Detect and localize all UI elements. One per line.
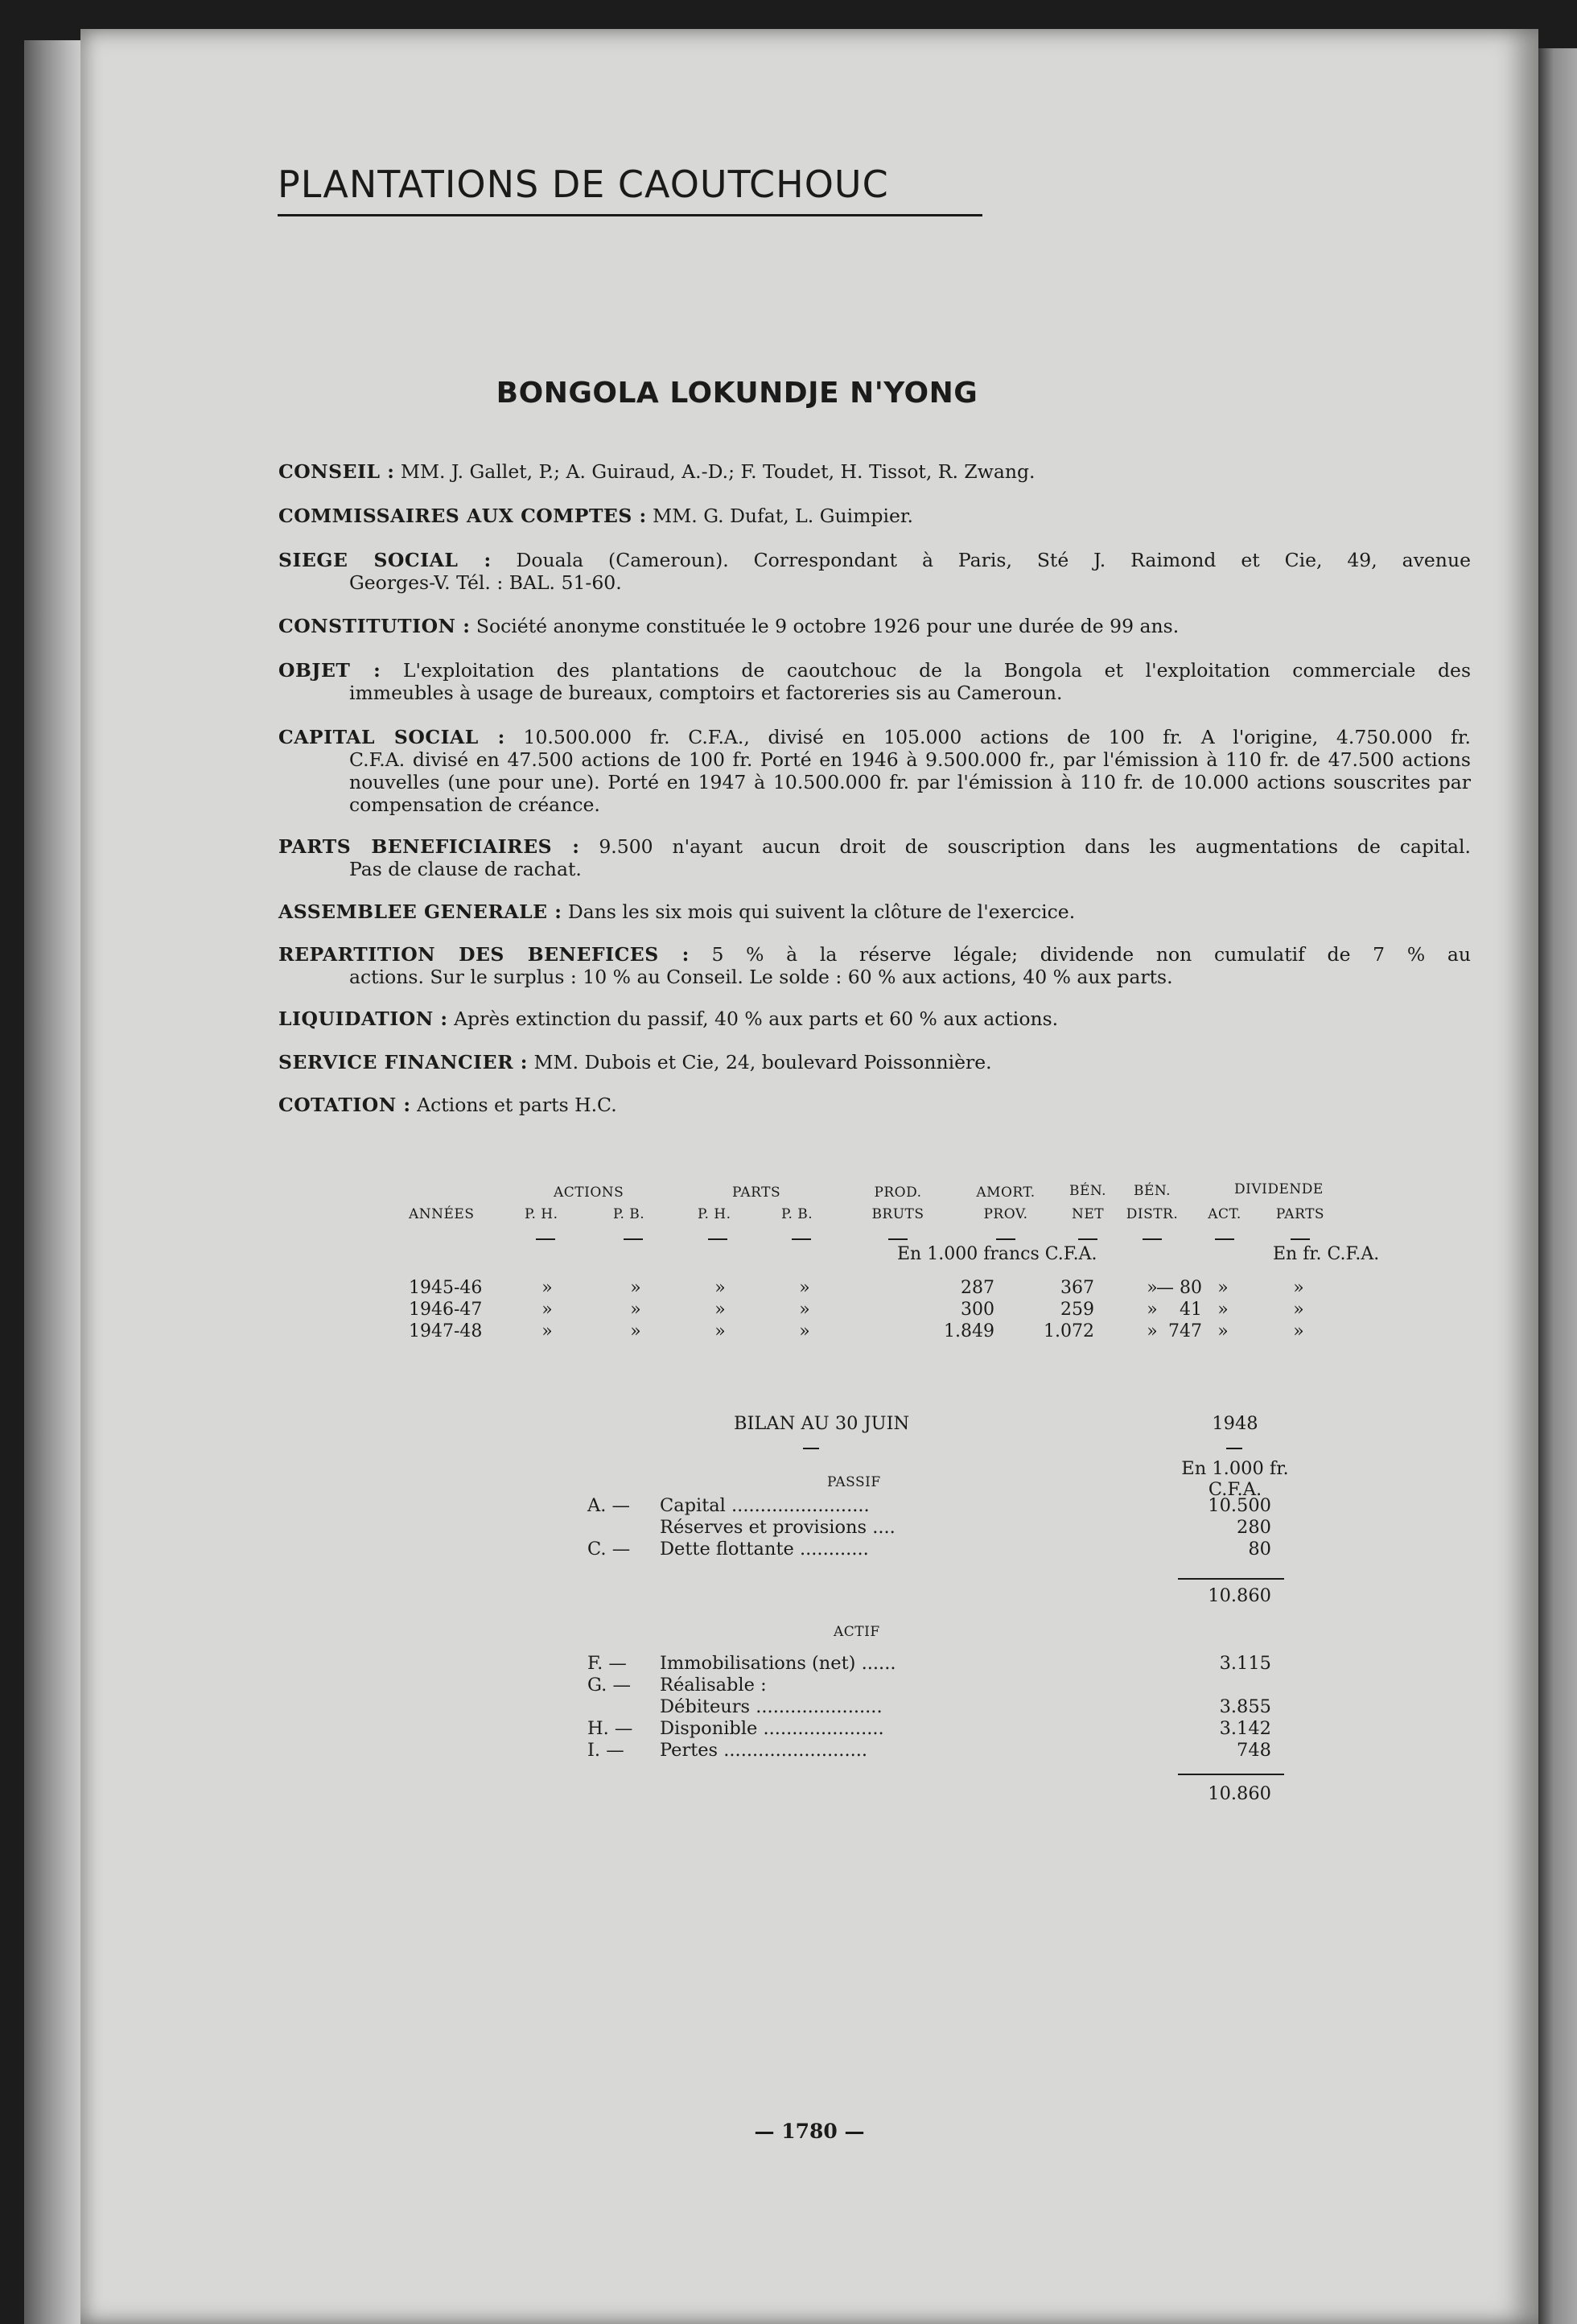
header-dash [1078,1238,1097,1240]
field-text: 10.500.000 fr. C.F.A., divisé en 105.000 actions de 100 fr. A l'origine, 4.750.000 fr. [523,726,1471,748]
cell-parts: » [1293,1321,1304,1341]
header-distr: DISTR. [1126,1206,1179,1222]
units-left: En 1.000 francs C.F.A. [897,1244,1097,1264]
header-group-dividende: DIVIDENDE [1234,1181,1324,1197]
field-label: CAPITAL SOCIAL : [278,726,505,748]
cell-annee: 1947-48 [409,1321,483,1341]
header-group-parts: PARTS [732,1185,781,1201]
section-title: PLANTATIONS DE CAOUTCHOUC [278,163,889,206]
bilan-label: Pertes ......................... [660,1740,868,1761]
field-text: MM. J. Gallet, P.; A. Guiraud, A.-D.; F. Toudet, H. Tissot, R. Zwang. [400,460,1036,483]
book-spine-right [1538,48,1577,2324]
cell-ph: » [541,1321,553,1341]
bilan-label: Réserves et provisions .... [660,1517,896,1538]
bilan-letter: I. — [587,1740,624,1761]
cell-ppb: » [799,1321,810,1341]
field-siege-social-cont [278,571,1471,594]
header-parts-ph: P. H. [698,1206,731,1222]
cell-parts: » [1293,1278,1304,1298]
field-text: Actions et parts H.C. [417,1094,617,1116]
field-text-cont: C.F.A. divisé en 47.500 actions de 100 fr. Porté en 1946 à 9.500.000 fr., par l'émission à 110 fr. de 47.500 actions nouvelles (une pour une). Porté en 1947 à 10.500.000 fr. par l'émission à 110 fr. de 10.000 actions souscrites par compensation de créance. [349,748,1471,816]
field-capital-social-cont [278,748,1471,816]
bilan-unit-2: C.F.A. [1208,1479,1262,1500]
header-dash [792,1238,811,1240]
field-text: Dans les six mois qui suivent la clôture de l'exercice. [567,900,1076,923]
field-parts-beneficiaires [278,835,1471,858]
bilan-value: 3.142 [1219,1718,1271,1739]
cell-ben: 41 [1180,1300,1202,1320]
field-repartition-cont [278,966,1471,988]
bilan-value: 10.500 [1208,1495,1271,1516]
field-label: SIEGE SOCIAL : [278,549,492,571]
header-dash [996,1238,1015,1240]
header-prov: PROV. [983,1206,1028,1222]
bilan-label: Capital ........................ [660,1495,870,1516]
bilan-value: 3.115 [1219,1653,1271,1674]
cell-ben: — 80 [1156,1278,1202,1298]
header-net: NET [1071,1206,1105,1222]
field-objet-cont [278,682,1471,704]
field-label: LIQUIDATION : [278,1007,448,1030]
cell-annee: 1945-46 [409,1278,483,1298]
cell-bend: » [1147,1321,1158,1341]
field-label: PARTS BENEFICIAIRES : [278,835,580,858]
bilan-letter: H. — [587,1718,633,1739]
field-text-cont: immeubles à usage de bureaux, comptoirs et factoreries sis au Cameroun. [349,682,1063,704]
cell-pb: » [630,1278,641,1298]
field-assemblee-generale [278,900,1471,923]
field-text-cont: Pas de clause de rachat. [349,858,582,880]
field-text: L'exploitation des plantations de caoutchouc de la Bongola et l'exploitation commerciale des [402,659,1471,682]
actif-total: 10.860 [1208,1783,1271,1804]
field-commissaires [278,505,1471,527]
cell-amort: 367 [1060,1278,1094,1298]
field-objet [278,659,1471,682]
field-label: CONSEIL : [278,460,395,483]
bilan-letter: C. — [587,1539,631,1560]
cell-prod: 300 [961,1300,994,1320]
field-text: Après extinction du passif, 40 % aux parts et 60 % aux actions. [454,1007,1059,1030]
header-ben-distr: BÉN. [1133,1183,1171,1199]
header-dash [1291,1238,1310,1240]
header-dash [624,1238,643,1240]
field-text: Société anonyme constituée le 9 octobre 1926 pour une durée de 99 ans. [476,615,1180,637]
bilan-letter: G. — [587,1675,631,1696]
cell-bend: » [1147,1300,1158,1320]
field-cotation [278,1094,1471,1116]
header-group-actions: ACTIONS [554,1185,624,1201]
field-service-financier [278,1051,1471,1073]
cell-bend: » [1147,1278,1158,1298]
bilan-label: Réalisable : [660,1675,767,1696]
header-dash [888,1238,908,1240]
field-label: SERVICE FINANCIER : [278,1051,528,1073]
field-conseil [278,460,1471,483]
bilan-letter: A. — [587,1495,631,1516]
section-title-underline [278,214,982,216]
actif-total-rule [1178,1774,1284,1775]
cell-ppb: » [799,1278,810,1298]
cell-pph: » [714,1278,726,1298]
field-label: COTATION : [278,1094,411,1116]
field-text: MM. Dubois et Cie, 24, boulevard Poissonnière. [533,1051,992,1073]
cell-amort: 1.072 [1044,1321,1094,1341]
cell-annee: 1946-47 [409,1300,483,1320]
bilan-letter: F. — [587,1653,627,1674]
header-partsdiv: PARTS [1275,1206,1325,1222]
field-repartition [278,943,1471,966]
cell-pph: » [714,1321,726,1341]
units-right: En fr. C.F.A. [1273,1244,1380,1264]
header-parts-pb: P. B. [781,1206,813,1222]
passif-total-rule [1178,1578,1284,1580]
cell-ph: » [541,1278,553,1298]
cell-parts: » [1293,1300,1304,1320]
cell-act: » [1217,1321,1229,1341]
cell-ppb: » [799,1300,810,1320]
field-capital-social [278,726,1471,748]
passif-total: 10.860 [1208,1585,1271,1606]
cell-act: » [1217,1278,1229,1298]
field-text-cont: actions. Sur le surplus : 10 % au Conseil. Le solde : 60 % aux actions, 40 % aux parts. [349,966,1173,988]
field-label: ASSEMBLEE GENERALE : [278,900,562,923]
field-liquidation [278,1007,1471,1030]
bilan-value: 80 [1248,1539,1271,1560]
field-label: COMMISSAIRES AUX COMPTES : [278,505,647,527]
header-ben: BÉN. [1068,1183,1107,1199]
cell-act: » [1217,1300,1229,1320]
bilan-value: 280 [1237,1517,1271,1538]
cell-ben: 747 [1168,1321,1202,1341]
header-amort: AMORT. [976,1185,1036,1201]
bilan-label: Disponible ..................... [660,1718,884,1739]
passif-label: PASSIF [827,1474,881,1490]
field-text: Douala (Cameroun). Correspondant à Paris, Sté J. Raimond et Cie, 49, avenue [516,549,1471,571]
bilan-year-dash [1226,1448,1242,1449]
field-text: 9.500 n'ayant aucun droit de souscription dans les augmentations de capital. [599,835,1471,858]
header-act: ACT. [1208,1206,1241,1222]
header-bruts: BRUTS [871,1206,924,1222]
field-label: REPARTITION DES BENEFICES : [278,943,690,966]
bilan-year: 1948 [1212,1413,1258,1434]
header-prod: PROD. [874,1185,922,1201]
header-dash [1143,1238,1162,1240]
cell-pb: » [630,1321,641,1341]
page-number: — 1780 — [754,2120,865,2143]
bilan-label: Débiteurs ...................... [660,1696,883,1717]
field-label: OBJET : [278,659,381,682]
field-text: 5 % à la réserve légale; dividende non cumulatif de 7 % au [711,943,1471,966]
field-text-cont: Georges-V. Tél. : BAL. 51-60. [349,571,622,594]
company-name: BONGOLA LOKUNDJE N'YONG [496,377,978,410]
cell-ph: » [541,1300,553,1320]
field-parts-beneficiaires-cont [278,858,1471,880]
header-actions-pb: P. B. [613,1206,645,1222]
header-dash [1215,1238,1234,1240]
header-annees: ANNÉES [409,1206,475,1222]
bilan-title: BILAN AU 30 JUIN [734,1413,910,1434]
bilan-value: 3.855 [1219,1696,1271,1717]
header-dash [536,1238,555,1240]
bilan-value: 748 [1237,1740,1271,1761]
cell-pph: » [714,1300,726,1320]
cell-amort: 259 [1060,1300,1094,1320]
field-siege-social [278,549,1471,571]
field-text: MM. G. Dufat, L. Guimpier. [653,505,914,527]
bilan-label: Immobilisations (net) ...... [660,1653,896,1674]
actif-label: ACTIF [834,1624,880,1640]
cell-prod: 287 [961,1278,994,1298]
cell-prod: 1.849 [944,1321,994,1341]
bilan-label: Dette flottante ............ [660,1539,869,1560]
field-label: CONSTITUTION : [278,615,471,637]
header-actions-ph: P. H. [525,1206,558,1222]
document-page [80,29,1538,2324]
book-spine-left [24,40,82,2324]
header-dash [708,1238,727,1240]
bilan-unit: En 1.000 fr. [1181,1458,1289,1479]
field-constitution [278,615,1471,637]
cell-pb: » [630,1300,641,1320]
bilan-title-dash [803,1448,819,1449]
